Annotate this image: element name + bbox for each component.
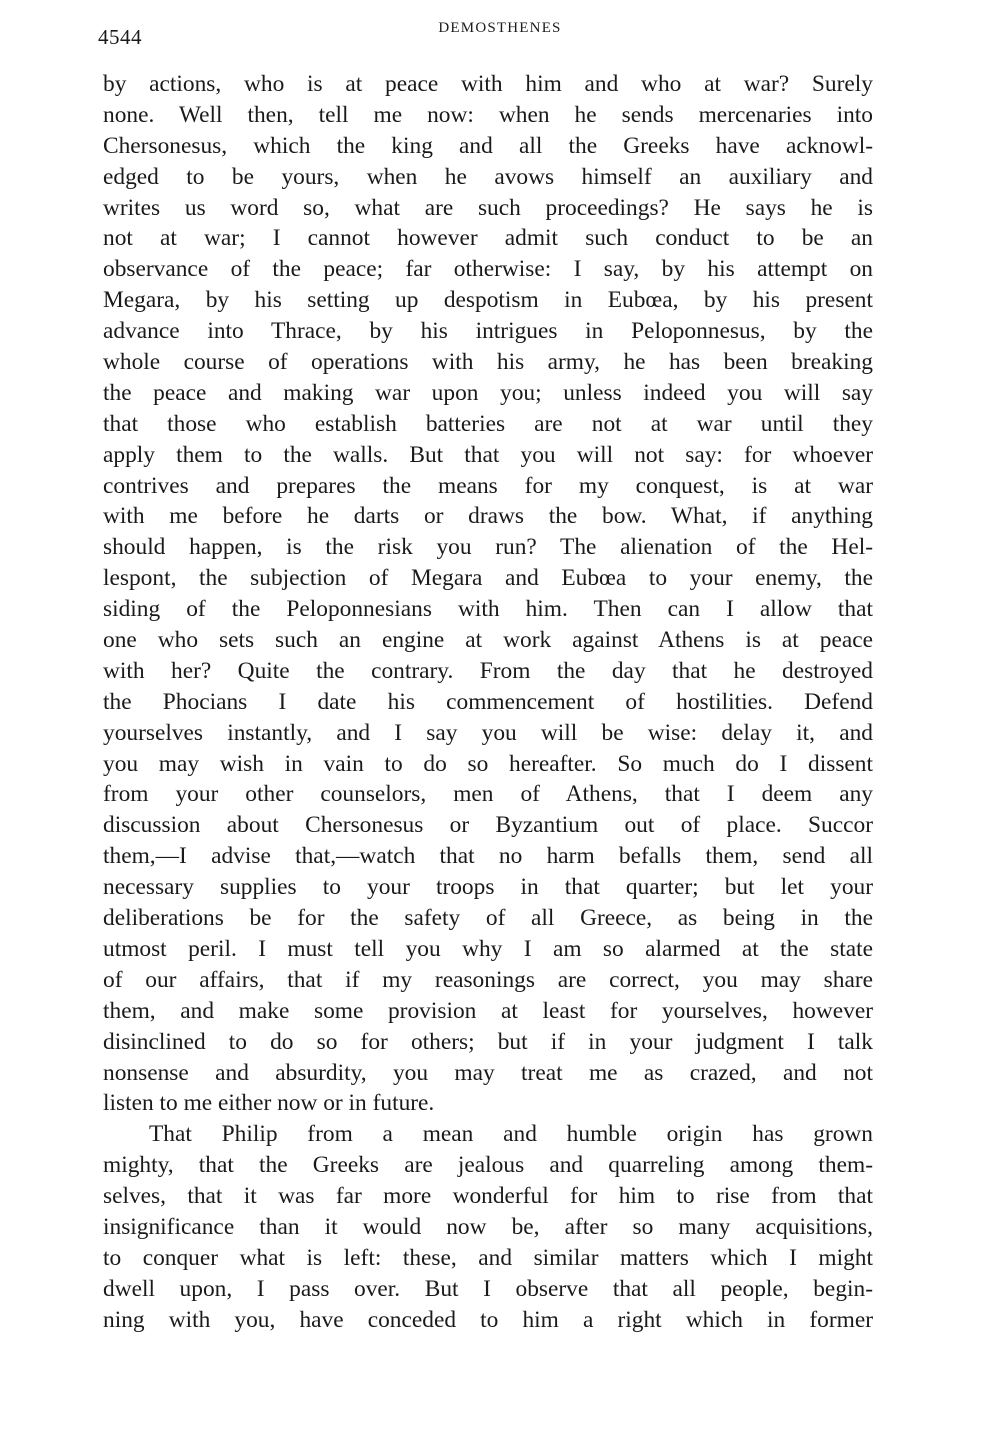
text-line: siding of the Peloponnesians with him. Then can I allow that [103,596,873,623]
text-line: lespont, the subjection of Megara and Eubœa to your enemy, the [103,565,873,592]
text-line: with me before he darts or draws the bow. What, if anything [103,503,873,530]
text-line: insignificance than it would now be, after so many acquisitions, [103,1213,873,1240]
text-line: selves, that it was far more wonderful for him to rise from that [103,1183,873,1210]
paragraph [103,69,873,1119]
text-line: discussion about Chersonesus or Byzantium out of place. Succor [103,812,873,839]
text-line: That Philip from a mean and humble origin has grown [149,1121,873,1148]
text-line: from your other counselors, men of Athens, that I deem any [103,781,873,808]
text-line: advance into Thrace, by his intrigues in Peloponnesus, by the [103,318,873,345]
text-line: nonsense and absurdity, you may treat me as crazed, and not [103,1059,873,1086]
text-line: the Phocians I date his commencement of hostilities. Defend [103,688,873,715]
text-line: by actions, who is at peace with him and who at war? Surely [103,71,873,97]
text-line: not at war; I cannot however admit such conduct to be an [103,225,873,252]
text-line: one who sets such an engine at work against Athens is at peace [103,627,873,654]
text-line: should happen, is the risk you run? The alienation of the Hel- [103,534,873,561]
running-head: DEMOSTHENES [438,20,562,36]
text-line: writes us word so, what are such proceedings? He says he is [103,194,873,221]
text-line: deliberations be for the safety of all Greece, as being in the [103,905,873,932]
text-line: Chersonesus, which the king and all the Greeks have acknowl- [103,132,873,159]
text-line: ning with you, have conceded to him a right which in former [103,1306,873,1333]
text-line: edged to be yours, when he avows himself an auxiliary and [103,163,873,190]
text-line: yourselves instantly, and I say you will be wise: delay it, and [103,719,873,746]
text-line: them, and make some provision at least for yourselves, however [103,997,873,1024]
text-line: dwell upon, I pass over. But I observe that all people, begin- [103,1275,873,1302]
text-line: the peace and making war upon you; unless indeed you will say [103,379,873,406]
text-line: mighty, that the Greeks are jealous and quarreling among them- [103,1152,873,1179]
text-line: to conquer what is left: these, and similar matters which I might [103,1244,873,1271]
text-line: observance of the peace; far otherwise: I say, by his attempt on [103,256,873,283]
text-line: apply them to the walls. But that you will not say: for whoever [103,441,873,468]
body-text [103,69,873,1336]
text-line: necessary supplies to your troops in that quarter; but let your [103,874,873,901]
text-line: contrives and prepares the means for my conquest, is at war [103,472,873,499]
text-line: Megara, by his setting up despotism in Eubœa, by his present [103,287,873,314]
text-line: utmost peril. I must tell you why I am so alarmed at the state [103,935,873,962]
text-line: of our affairs, that if my reasonings are correct, you may share [103,966,873,993]
text-line: disinclined to do so for others; but if in your judgment I talk [103,1028,873,1055]
text-line: listen to me either now or in future. [103,1090,435,1117]
text-line: whole course of operations with his army, he has been breaking [103,349,873,376]
text-line: with her? Quite the contrary. From the day that he destroyed [103,657,873,684]
text-line: you may wish in vain to do so hereafter. So much do I dissent [103,750,873,777]
text-line: them,—I advise that,—watch that no harm befalls them, send all [103,843,873,870]
page-number: 4544 [98,25,142,49]
text-line: none. Well then, tell me now: when he sends mercenaries into [103,101,873,128]
text-line: that those who establish batteries are not at war until they [103,410,873,437]
paragraph [103,1119,873,1335]
